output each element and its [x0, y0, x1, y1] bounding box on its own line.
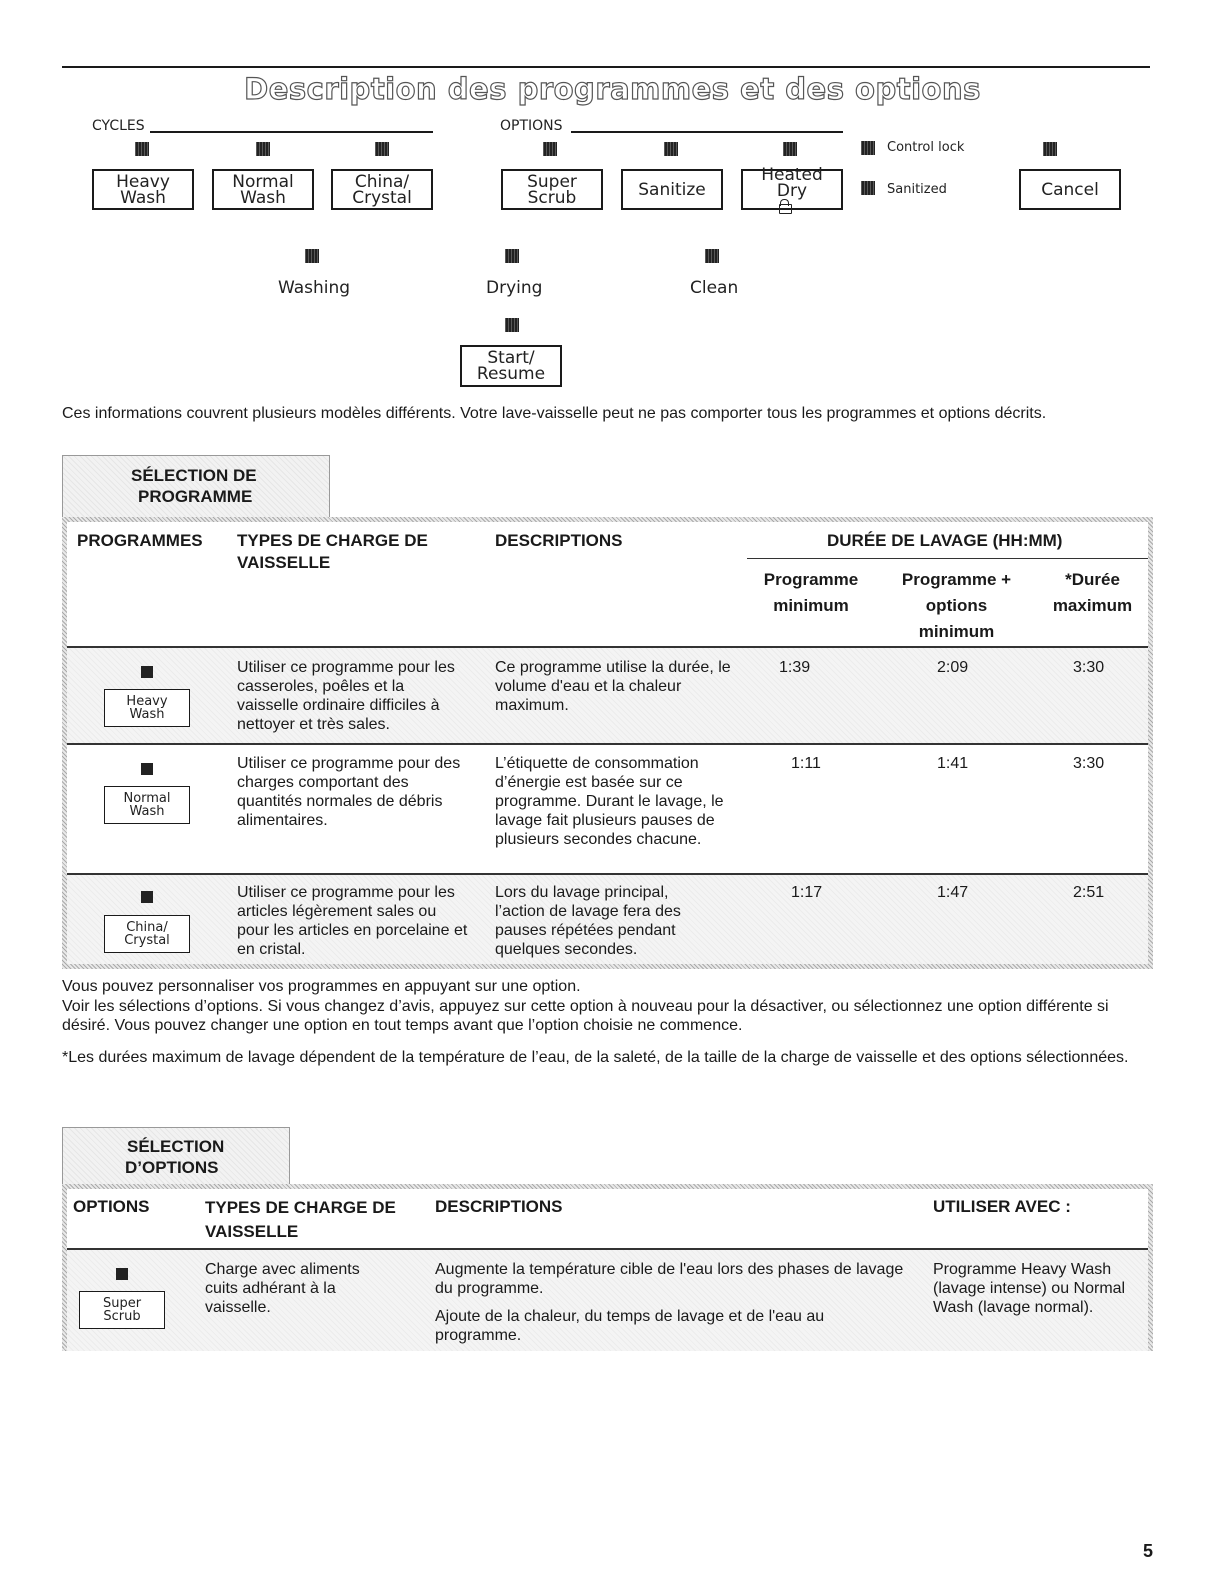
row-description: Ce programme utilise la durée, le volume d'eau et la chaleur maximum.	[495, 659, 731, 714]
header-programmes: PROGRAMMES	[77, 531, 203, 550]
table-row	[67, 1250, 1148, 1351]
sanitized-label: Sanitized	[887, 182, 947, 197]
header-types: TYPES DE CHARGE DE VAISSELLE	[205, 1198, 396, 1241]
super-scrub-led	[116, 1268, 128, 1280]
china-crystal-led	[375, 142, 389, 156]
top-rule	[62, 66, 1150, 68]
note-options: Voir les sélections d’options. Si vous changez d’avis, appuyez sur cette option à nouveau pour la désactiver, ou sélectionnez une option différente si désiré. Vous pouvez changer une option en tout temps avant que l’option choisie ne commence.	[62, 998, 1109, 1034]
row-min: 1:17	[791, 884, 823, 901]
row-opt: 2:09	[937, 659, 969, 676]
start-resume-button[interactable]: Start/ Resume	[460, 345, 562, 387]
page-number: 5	[1142, 1541, 1153, 1561]
lock-icon	[779, 199, 790, 213]
china-crystal-button[interactable]: China/ Crystal	[331, 169, 433, 210]
header-max: *Durée maximum	[1052, 570, 1133, 615]
heated-dry-led	[783, 142, 797, 156]
table-row	[67, 875, 1148, 964]
table-row	[67, 745, 1148, 873]
row-types: Utiliser ce programme pour des charges comportant des quantités normales de débris alimentaires.	[237, 755, 461, 829]
normal-wash-button[interactable]: Normal Wash	[212, 169, 314, 210]
control-lock-led	[861, 141, 875, 155]
cancel-led	[1043, 142, 1057, 156]
cycle-selection-tab: SÉLECTION DE PROGRAMME	[62, 455, 330, 519]
row-description: Lors du lavage principal, l’action de lavage fera des pauses répétées pendant quelques secondes.	[495, 884, 681, 958]
options-table	[62, 1184, 1153, 1351]
cancel-button[interactable]: Cancel	[1019, 169, 1121, 210]
clean-led	[705, 249, 719, 263]
row-types: Charge avec aliments cuits adhérant à la vaisselle.	[205, 1261, 360, 1316]
row-max: 3:30	[1073, 659, 1105, 676]
washing-led	[305, 249, 319, 263]
sanitize-led	[664, 142, 678, 156]
row-max: 3:30	[1073, 755, 1105, 772]
header-descriptions: DESCRIPTIONS	[495, 531, 623, 550]
row-opt: 1:41	[937, 755, 969, 772]
heavy-wash-button[interactable]: Heavy Wash	[92, 169, 194, 210]
normal-wash-mini-button: Normal Wash	[104, 786, 190, 824]
header-opt: Programme + options minimum	[901, 570, 1012, 641]
row-description: L’étiquette de consommation d’énergie est basée sur ce programme. Durant le lavage, le lavage fait plusieurs pauses de plusieurs secondes chacune.	[495, 755, 724, 848]
row-types: Utiliser ce programme pour les articles légèrement sales ou pour les articles en porcelaine et en cristal.	[237, 884, 468, 958]
sanitized-led	[861, 181, 875, 195]
heavy-wash-led	[141, 666, 153, 678]
heated-dry-button[interactable]: Heated Dry	[741, 169, 843, 210]
header-min: Programme minimum	[763, 570, 859, 615]
control-lock-label: Control lock	[887, 140, 965, 155]
clean-status: Clean	[690, 278, 739, 298]
header-use-with: UTILISER AVEC :	[933, 1197, 1071, 1216]
options-line	[571, 131, 843, 133]
heavy-wash-led	[135, 142, 149, 156]
row-types: Utiliser ce programme pour les casseroles, poêles et la vaisselle ordinaire difficiles à nettoyer et très sales.	[237, 659, 455, 733]
super-scrub-led	[543, 142, 557, 156]
drying-led	[505, 249, 519, 263]
note-max-duration: *Les durées maximum de lavage dépendent de la température de l’eau, de la saleté, de la taille de la charge de vaisselle et des options sélectionnées.	[62, 1049, 1129, 1066]
start-led	[505, 318, 519, 332]
china-crystal-mini-button: China/ Crystal	[104, 915, 190, 953]
cycles-label: CYCLES	[92, 118, 145, 134]
super-scrub-button[interactable]: Super Scrub	[501, 169, 603, 210]
row-description-2: Ajoute de la chaleur, du temps de lavage et de l'eau au programme.	[435, 1308, 825, 1344]
super-scrub-mini-button: Super Scrub	[79, 1291, 165, 1329]
cycle-table	[62, 517, 1153, 969]
header-options: OPTIONS	[73, 1197, 150, 1216]
cycles-line	[150, 131, 433, 133]
row-opt: 1:47	[937, 884, 969, 901]
row-use-with: Programme Heavy Wash (lavage intense) ou Normal Wash (lavage normal).	[933, 1261, 1126, 1316]
options-selection-tab: SÉLECTION D’OPTIONS	[62, 1127, 290, 1185]
drying-status: Drying	[486, 278, 543, 298]
header-types: TYPES DE CHARGE DE VAISSELLE	[237, 531, 428, 572]
heavy-wash-mini-button: Heavy Wash	[104, 689, 190, 727]
row-min: 1:11	[791, 755, 821, 772]
intro-text: Ces informations couvrent plusieurs modèles différents. Votre lave-vaisselle peut ne pas comporter tous les programmes et options décrits.	[62, 405, 1047, 422]
row-description-1: Augmente la température cible de l'eau lors des phases de lavage du programme.	[435, 1261, 904, 1297]
row-min: 1:39	[779, 659, 811, 676]
duree-underline	[747, 558, 1148, 559]
header-descriptions: DESCRIPTIONS	[435, 1197, 563, 1216]
row-max: 2:51	[1073, 884, 1105, 901]
sanitize-button[interactable]: Sanitize	[621, 169, 723, 210]
options-label: OPTIONS	[500, 118, 563, 134]
normal-wash-led	[256, 142, 270, 156]
header-duree: DURÉE DE LAVAGE (HH:MM)	[827, 531, 1063, 550]
china-crystal-led	[141, 891, 153, 903]
note-customize: Vous pouvez personnaliser vos programmes en appuyant sur une option.	[62, 978, 581, 995]
washing-status: Washing	[278, 278, 351, 298]
table-row	[67, 648, 1148, 743]
normal-wash-led	[141, 763, 153, 775]
page-title: Description des programmes et des options	[244, 72, 981, 106]
